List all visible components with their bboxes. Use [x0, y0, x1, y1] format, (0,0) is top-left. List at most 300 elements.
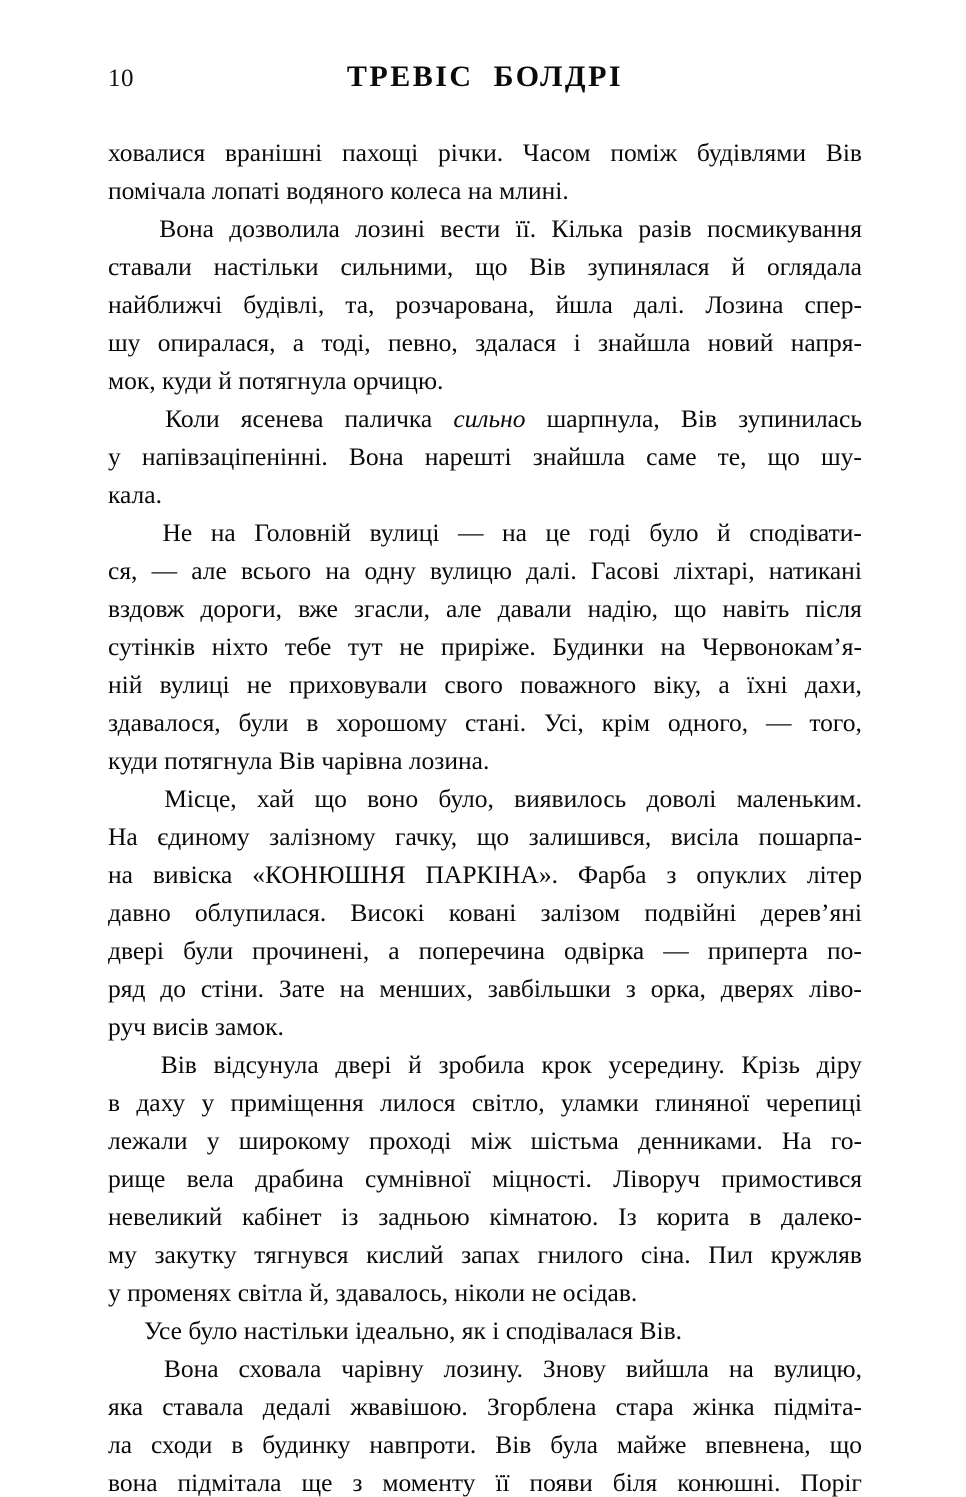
word: залізному [269, 822, 376, 851]
word: вона [108, 1468, 158, 1497]
word: будівлями [696, 138, 807, 167]
word: не [246, 670, 272, 699]
word: надію, [587, 594, 659, 623]
word: уламки [560, 1088, 639, 1117]
word: спер- [804, 290, 862, 319]
word: приріже. [440, 632, 536, 661]
word: стара [615, 1392, 674, 1421]
word: кабінет [242, 1202, 322, 1231]
word: Часом [522, 138, 591, 167]
word: що [674, 594, 707, 623]
word: йшла [555, 290, 613, 319]
word: зупинялася [587, 252, 710, 281]
word: пошарпа- [758, 822, 862, 851]
word: навіть [722, 594, 790, 623]
line-text: руч висів замок. [108, 1012, 284, 1041]
word: орка, [650, 974, 706, 1003]
word: лозину. [443, 1354, 524, 1383]
word: Усі, [544, 708, 584, 737]
word: драбина [255, 1164, 344, 1193]
word: ПАРКІНА». [425, 860, 558, 889]
word: двері [108, 936, 165, 965]
word: міцності. [492, 1164, 592, 1193]
text-line [108, 1084, 862, 1122]
word: менших, [379, 974, 473, 1003]
word: в [231, 1430, 244, 1459]
word: жінка [692, 1392, 755, 1421]
word: вести [440, 214, 501, 243]
word: річки. [438, 138, 504, 167]
word: з [666, 860, 677, 889]
word: що [767, 442, 800, 471]
word: ще [301, 1468, 333, 1497]
word: по- [827, 936, 862, 965]
word: Вона [348, 442, 404, 471]
word: рище [108, 1164, 166, 1193]
body-text-block [108, 134, 862, 1497]
word: у [206, 1126, 220, 1155]
word: дахи, [804, 670, 862, 699]
word: лежали [108, 1126, 188, 1155]
word: із [341, 1202, 359, 1231]
word: Із [618, 1202, 637, 1231]
word: й [731, 252, 746, 281]
word: далі. [633, 290, 685, 319]
word: на [728, 1354, 754, 1383]
word: дороги, [200, 594, 283, 623]
word: новий [707, 328, 774, 357]
word: моменту [382, 1468, 476, 1497]
text-line [108, 818, 862, 856]
word: певно, [387, 328, 458, 357]
word: поважного [520, 670, 637, 699]
text-line [108, 1464, 862, 1497]
word: і [573, 328, 581, 357]
word: а [292, 328, 305, 357]
word: чарівну [341, 1354, 424, 1383]
word: на [210, 518, 236, 547]
word: але [445, 594, 482, 623]
word: крім [601, 708, 650, 737]
word: між [470, 1126, 512, 1155]
text-line [108, 172, 862, 210]
line-text: мок, куди й потягнула орчицю. [108, 366, 444, 395]
text-line [108, 286, 862, 324]
word: те, [717, 442, 747, 471]
text-line [108, 400, 862, 438]
running-head [108, 58, 862, 102]
word: усередину. [608, 1050, 725, 1079]
word: нарешті [424, 442, 512, 471]
word: тягнувся [254, 1240, 349, 1269]
text-line [108, 932, 862, 970]
word: а [718, 670, 730, 699]
word: єдиному [157, 822, 250, 851]
word: черепиці [765, 1088, 862, 1117]
word: поперечина [418, 936, 545, 965]
word: опуклих [696, 860, 787, 889]
word: задньою [378, 1202, 470, 1231]
word: На [781, 1126, 812, 1155]
word: впевнена, [705, 1430, 811, 1459]
word: Вів [529, 252, 566, 281]
word: лозині [355, 214, 426, 243]
word: ясенева [240, 404, 324, 433]
word: примостився [721, 1164, 862, 1193]
word: посмикування [706, 214, 862, 243]
text-line [108, 1046, 862, 1084]
word: будівлі, [243, 290, 325, 319]
word: — [151, 556, 178, 585]
word: ряд [108, 974, 146, 1003]
word: даху [136, 1088, 186, 1117]
word: залізом [540, 898, 621, 927]
word: сильними, [340, 252, 454, 281]
word: Вів [680, 404, 717, 433]
word: на [108, 860, 133, 889]
text-line [108, 438, 862, 476]
word: в [749, 1202, 762, 1231]
word: Гасові [590, 556, 660, 585]
word: була [550, 1430, 598, 1459]
line-text: Усе було настільки ідеально, як і сподівалася Вів. [144, 1316, 683, 1345]
line-text: помічала лопаті водяного колеса на млині. [108, 176, 569, 205]
word: дозволила [229, 214, 340, 243]
word: дверях [720, 974, 795, 1003]
word: подвійні [644, 898, 737, 927]
word: проході [369, 1126, 452, 1155]
text-line [108, 628, 862, 666]
word: вела [186, 1164, 234, 1193]
word: ховалися [108, 138, 206, 167]
word: й [717, 518, 731, 547]
word: знайшла [532, 442, 626, 471]
text-line [108, 970, 862, 1008]
word: її [495, 1468, 510, 1497]
word: сподівати- [749, 518, 862, 547]
word: вулиці [369, 518, 440, 547]
word: кружляв [770, 1240, 862, 1269]
word: Поріг [800, 1468, 862, 1497]
text-line [108, 476, 862, 514]
word: ставала [162, 1392, 244, 1421]
word: було [649, 518, 699, 547]
text-line [108, 894, 862, 932]
word: світло, [471, 1088, 545, 1117]
text-line [108, 1312, 862, 1350]
word: завбільшки [487, 974, 611, 1003]
word: гачку, [395, 822, 458, 851]
word: з [352, 1468, 363, 1497]
word: конюшні. [677, 1468, 781, 1497]
word: вулицю, [773, 1354, 862, 1383]
word: найближчі [108, 290, 223, 319]
word: закутку [154, 1240, 237, 1269]
word: невеликий [108, 1202, 223, 1231]
word: вивіска [152, 860, 233, 889]
text-line [108, 248, 862, 286]
word: ліво- [808, 974, 862, 1003]
word: му [108, 1240, 137, 1269]
word: ковані [448, 898, 517, 927]
word: навпроти. [369, 1430, 477, 1459]
word: біля [612, 1468, 658, 1497]
word: Пил [708, 1240, 753, 1269]
word: вже [298, 594, 338, 623]
word: — [663, 936, 689, 965]
word: ся, [108, 556, 138, 585]
text-line [108, 590, 862, 628]
word: не [399, 632, 425, 661]
word: лилося [380, 1088, 456, 1117]
word: широкому [238, 1126, 350, 1155]
word: майже [616, 1430, 687, 1459]
word: сутінків [108, 632, 196, 661]
word: Фарба [577, 860, 647, 889]
word: далі. [526, 556, 577, 585]
line-text: куди потягнула Вів чарівна лозина. [108, 746, 490, 775]
word: воно [367, 784, 419, 813]
word: ніхто [211, 632, 269, 661]
word: вулицю [430, 556, 512, 585]
word: й [408, 1050, 422, 1079]
word: шістьма [530, 1126, 619, 1155]
word: одну [364, 556, 416, 585]
word: напря- [790, 328, 862, 357]
word: одного, [667, 708, 749, 737]
word: з [625, 974, 636, 1003]
word: одвірка [563, 936, 645, 965]
word: ставали [108, 252, 192, 281]
word: Червонокам’я- [702, 632, 862, 661]
word: кислий [366, 1240, 444, 1269]
word: після [805, 594, 862, 623]
word: ла [108, 1430, 133, 1459]
word: вздовж [108, 594, 185, 623]
word: опиралася, [157, 328, 276, 357]
text-line [108, 1388, 862, 1426]
word: Крізь [741, 1050, 800, 1079]
word: маленьким. [736, 784, 862, 813]
text-line [108, 552, 862, 590]
word: у [108, 442, 121, 471]
word: доволі [646, 784, 717, 813]
word: здалася [475, 328, 557, 357]
text-line [108, 1008, 862, 1046]
word: Вона [163, 1354, 219, 1383]
word: денниками. [637, 1126, 763, 1155]
word: приперта [707, 936, 808, 965]
word: сумнівної [365, 1164, 471, 1193]
word: їхні [746, 670, 788, 699]
word: глиняної [655, 1088, 750, 1117]
word: жвавішою. [350, 1392, 468, 1421]
word: Місце, [164, 784, 237, 813]
word: на [502, 518, 527, 547]
text-line [108, 210, 862, 248]
text-line [108, 704, 862, 742]
word: тоді, [321, 328, 371, 357]
word: в [306, 708, 319, 737]
word: разів [638, 214, 692, 243]
word: Ліворуч [613, 1164, 701, 1193]
word: залишився, [528, 822, 652, 851]
word: поміж [610, 138, 678, 167]
text-line [108, 1350, 862, 1388]
word: На [108, 822, 138, 851]
word: Не [162, 518, 193, 547]
text-line [108, 134, 862, 172]
word: прочинені, [252, 936, 370, 965]
word: далеко- [781, 1202, 862, 1231]
word: були [183, 936, 234, 965]
word: підмітала [177, 1468, 282, 1497]
word: Вів [825, 138, 862, 167]
word: свого [444, 670, 503, 699]
word: тут [347, 632, 383, 661]
paragraph-indent [108, 210, 144, 248]
word: Вів [495, 1430, 532, 1459]
word: кімнатою. [489, 1202, 599, 1231]
word: шу- [821, 442, 862, 471]
word: що [476, 822, 510, 851]
word: — [458, 518, 484, 547]
page-number: 10 [108, 65, 134, 92]
word: та, [345, 290, 375, 319]
word: всього [241, 556, 312, 585]
word: — [766, 708, 792, 737]
word: Будинки [552, 632, 644, 661]
word: Лозина [705, 290, 784, 319]
word: запах [461, 1240, 520, 1269]
word: розчарована, [395, 290, 535, 319]
word: настільки [213, 252, 319, 281]
word: було, [438, 784, 494, 813]
word: саме [646, 442, 697, 471]
word: облупилася. [194, 898, 327, 927]
text-line [108, 1426, 862, 1464]
word: підміта- [773, 1392, 862, 1421]
word: були [238, 708, 289, 737]
word: сховала [238, 1354, 322, 1383]
word: годі [588, 518, 631, 547]
word: сходи [150, 1430, 213, 1459]
text-line [108, 324, 862, 362]
word: будинку [262, 1430, 351, 1459]
word: стані. [464, 708, 527, 737]
word: ліхтарі, [673, 556, 755, 585]
word: корита [656, 1202, 730, 1231]
word: Вів [160, 1050, 197, 1079]
word: що [829, 1430, 862, 1459]
word: Знову [542, 1354, 607, 1383]
text-line [108, 742, 862, 780]
word: появи [529, 1468, 593, 1497]
word: напівзаціпенінні. [141, 442, 328, 471]
word: у [201, 1088, 215, 1117]
word: дедалі [262, 1392, 332, 1421]
word: на [325, 556, 351, 585]
text-line [108, 666, 862, 704]
word: до [160, 974, 187, 1003]
word: «КОНЮШНЯ [252, 860, 406, 889]
word: давали [497, 594, 572, 623]
text-line [108, 1274, 862, 1312]
word: паличка [344, 404, 433, 433]
word: висіла [670, 822, 739, 851]
paragraph-indent [108, 1046, 144, 1084]
line-text: у променях світла й, здавалось, ніколи не осідав. [108, 1278, 638, 1307]
word: го- [830, 1126, 862, 1155]
word: яка [108, 1392, 144, 1421]
word: вранішні [225, 138, 323, 167]
text-line [108, 514, 862, 552]
paragraph-indent [108, 1350, 144, 1388]
word: на [660, 632, 686, 661]
word: сіна. [640, 1240, 691, 1269]
emphasis-word: сильно [453, 404, 526, 433]
word: тебе [284, 632, 332, 661]
word: Високі [350, 898, 425, 927]
word: оглядала [766, 252, 862, 281]
word: стіни. [200, 974, 265, 1003]
word: хай [256, 784, 295, 813]
book-author-header: ТРЕВІС БОЛДРІ [346, 60, 624, 93]
word: виявилось [514, 784, 627, 813]
word: вийшла [625, 1354, 709, 1383]
word: згасли, [354, 594, 430, 623]
word: гнилого [537, 1240, 624, 1269]
line-text: кала. [108, 480, 162, 509]
word: Вона [159, 214, 215, 243]
word: Згорблена [486, 1392, 597, 1421]
word: що [475, 252, 508, 281]
word: на [339, 974, 365, 1003]
word: зупинилась [738, 404, 862, 433]
word: того, [809, 708, 862, 737]
word: що [314, 784, 347, 813]
paragraph-indent [108, 400, 144, 438]
word: знайшла [597, 328, 691, 357]
word: це [545, 518, 571, 547]
word: Головній [254, 518, 352, 547]
word: ній [108, 670, 143, 699]
word [453, 400, 525, 438]
text-line [108, 1122, 862, 1160]
text-line [108, 780, 862, 818]
word: в [108, 1088, 121, 1117]
text-line [108, 362, 862, 400]
word: здавалося, [108, 708, 221, 737]
word: двері [335, 1050, 392, 1079]
word: діру [816, 1050, 862, 1079]
word: приховували [289, 670, 428, 699]
word: пахощі [342, 138, 419, 167]
word: натикані [768, 556, 862, 585]
word: давно [108, 898, 171, 927]
text-line [108, 1236, 862, 1274]
word: шарпнула, [546, 404, 660, 433]
word: але [191, 556, 227, 585]
text-line [108, 1160, 862, 1198]
word: відсунула [213, 1050, 319, 1079]
paragraph-indent [108, 780, 144, 818]
paragraph-indent [108, 514, 144, 552]
word: вулиці [159, 670, 230, 699]
word: крок [541, 1050, 592, 1079]
word: її. [515, 214, 537, 243]
word: а [388, 936, 400, 965]
